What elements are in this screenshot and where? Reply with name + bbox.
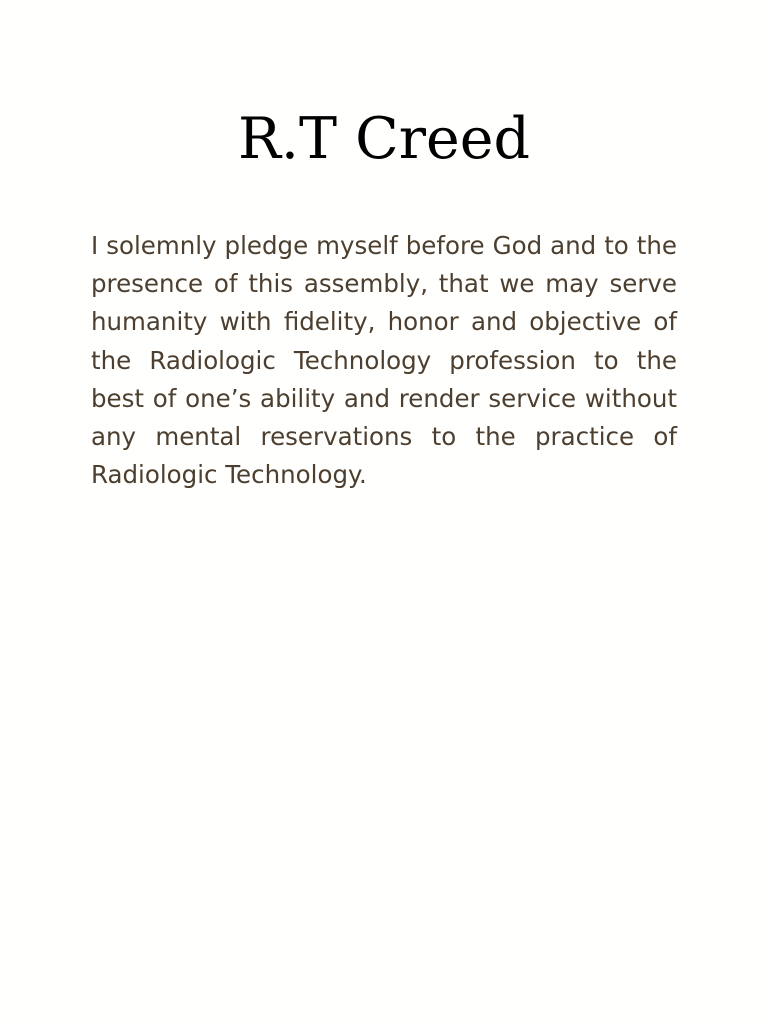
page-title: R.T Creed <box>238 106 530 172</box>
creed-paragraph: I solemnly pledge myself before God and to the presence of this assembly, that we may serve humanity with fidelity, honor and objective of the Radiologic Technology profession to the best of one’s ability and render service without any mental reservations to the practice of Radiologic Technology. <box>91 231 677 490</box>
